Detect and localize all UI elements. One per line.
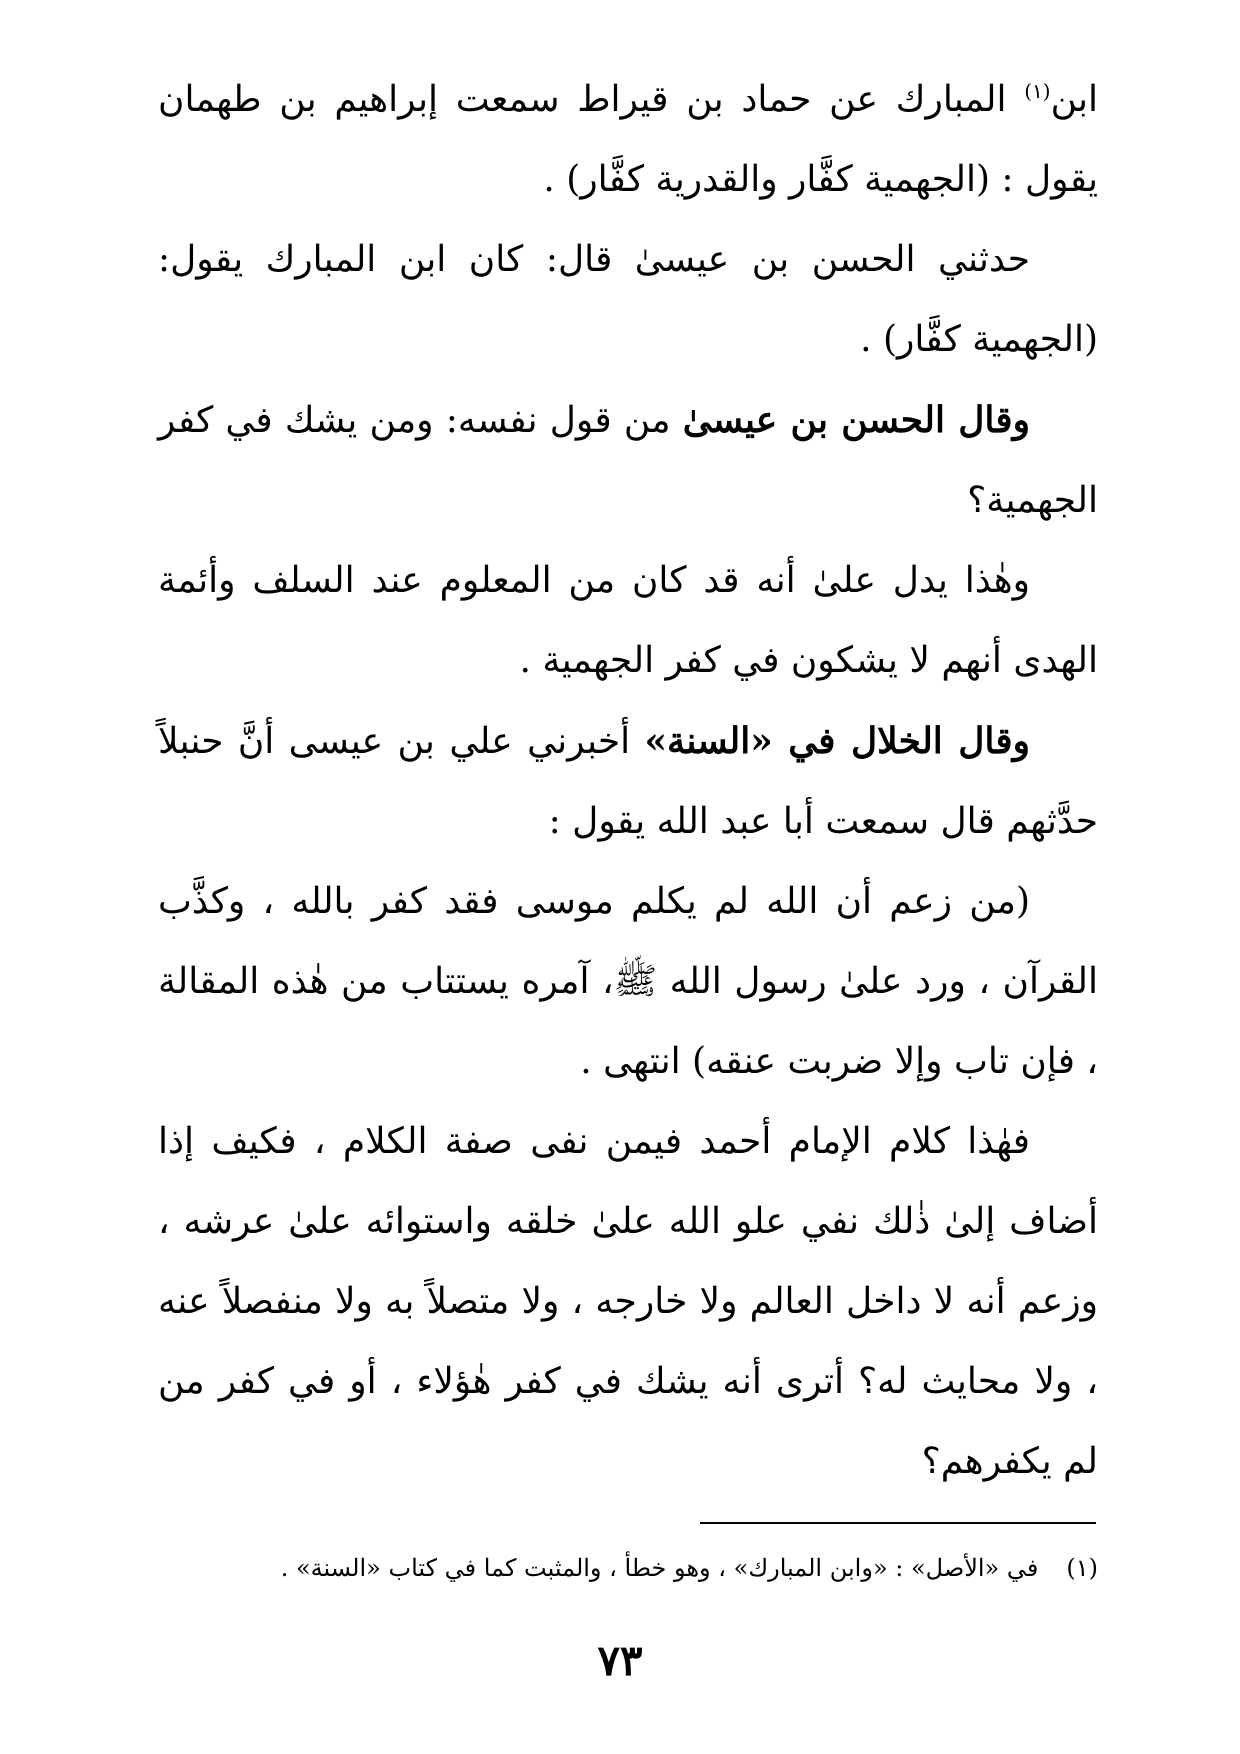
paragraph-6-text: (من زعم أن الله لم يكلم موسى فقد كفر بالله ، وكذَّب القرآن ، ورد علىٰ رسول الله ﷺ، آمره يستتاب من هٰذه المقالة ، فإن تاب وإلا ضربت عنقه) انتهى . [158,881,1098,1082]
paragraph-3 [158,380,1098,541]
paragraph-4-text: وهٰذا يدل علىٰ أنه قد كان من المعلوم عند السلف وأئمة الهدى أنهم لا يشكون في كفر الجهمية . [158,560,1098,681]
paragraph-5-text: أخبرني علي بن عيسى أنَّ حنبلاً حدَّثهم قال سمعت أبا عبد الله يقول : [158,721,1098,842]
paragraph-2 [158,220,1098,380]
paragraph-1 [158,60,1098,220]
paragraph-5 [158,701,1098,862]
paragraph-5-lead: وقال الخلال في «السنة» [644,720,1030,762]
paragraph-2-text: حدثني الحسن بن عيسىٰ قال: كان ابن المبارك يقول: (الجهمية كفَّار) . [158,239,1098,360]
paragraph-3-text: من قول نفسه: ومن يشك في كفر الجهمية؟ [158,400,1098,521]
paragraph-7-text: فهٰذا كلام الإمام أحمد فيمن نفى صفة الكلام ، فكيف إذا أضاف إلىٰ ذٰلك نفي علو الله علىٰ خلقه واستوائه علىٰ عرشه ، وزعم أنه لا داخل العالم ولا خارجه ، ولا متصلاً به ولا منفصلاً عنه ، ولا محايث له؟ أترى أنه يشك في كفر هٰؤلاء ، أو في كفر من لم يكفرهم؟ [158,1121,1098,1482]
paragraph-1-text-a: ابن [1050,79,1098,120]
footnote-reference: (١) [1024,79,1051,103]
paragraph-1-text-b: المبارك عن حماد بن قيراط سمعت إبراهيم بن طهمان يقول : (الجهمية كفَّار والقدرية كفَّار) . [158,79,1098,200]
paragraph-4 [158,541,1098,701]
page-body [158,60,1098,1502]
footnote-text: في «الأصل» : «وابن المبارك» ، وهو خطأ ، والمثبت كما في كتاب «السنة» . [280,1554,1039,1582]
footnote [158,1548,1098,1588]
footnote-divider [700,1522,1096,1524]
page-number: ٧٣ [597,1636,643,1685]
paragraph-3-lead: وقال الحسن بن عيسىٰ [682,399,1030,441]
paragraph-7 [158,1102,1098,1502]
footnote-number: (١) [1066,1554,1098,1582]
paragraph-6 [158,862,1098,1102]
